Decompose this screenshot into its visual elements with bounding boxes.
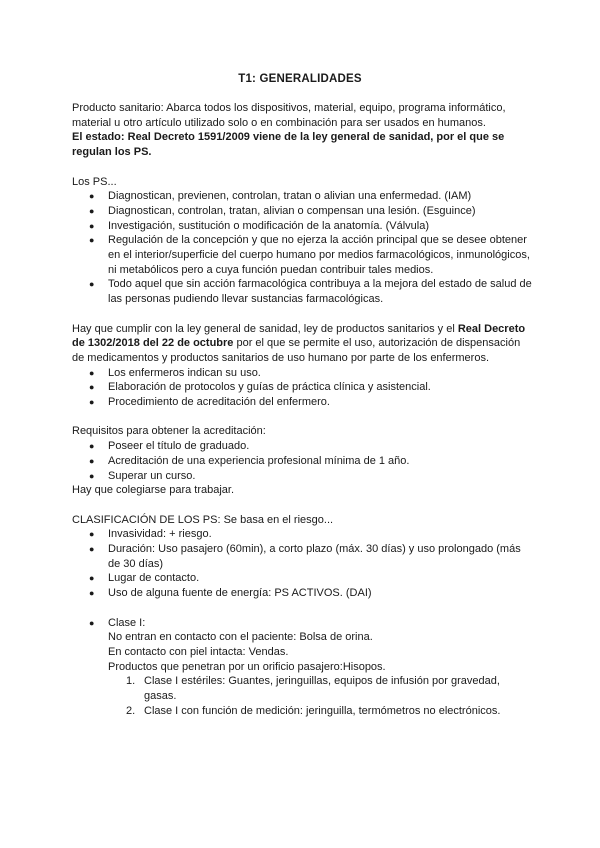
clase1-line: Productos que penetran por un orificio pasajero:Hisopos. [108,660,386,673]
clasificacion-heading: CLASIFICACIÓN DE LOS PS: Se basa en el riesgo... [72,513,334,526]
bullet-icon: ● [89,235,95,246]
bullet-icon: ● [89,588,95,599]
requisitos-heading: Requisitos para obtener la acreditación: [72,425,266,438]
list-item: ● Diagnostican, controlan, tratan, alivian o compensan una lesión. (Esguince) [89,204,476,217]
ps-heading: Los PS... [72,175,117,188]
bullet-icon: ● [89,382,95,393]
bullet-icon: ● [89,455,95,466]
list-item: 1. Clase I estériles: Guantes, jeringuillas, equipos de infusión por gravedad, gasas. [126,675,500,703]
bullet-icon: ● [89,191,95,202]
list-item: ● Clase I: [89,616,146,629]
list-item: ● Invasividad: + riesgo. [89,528,212,541]
bullet-icon: ● [89,441,95,452]
list-number: 1. [126,675,136,688]
bullet-icon: ● [89,397,95,408]
document-body [72,101,532,718]
law-list [72,366,532,410]
bullet-icon: ● [89,617,95,628]
list-item: ● Lugar de contacto. [89,572,200,585]
clase1-line: En contacto con piel intacta: Vendas. [108,645,289,658]
page-title: T1: GENERALIDADES [238,73,362,85]
bullet-icon: ● [89,573,95,584]
clasificacion-list [72,527,532,601]
list-item: ● Elaboración de protocolos y guías de práctica clínica y asistencial. [89,381,431,394]
ps-list [72,189,532,307]
list-item: ● Poseer el título de graduado. [89,440,250,453]
list-item: ● Los enfermeros indican su uso. [89,366,261,379]
requisitos-list [72,439,532,483]
bullet-icon: ● [89,544,95,555]
list-item: ● Procedimiento de acreditación del enfermero. [89,396,330,409]
bullet-icon: ● [89,529,95,540]
state-paragraph [72,130,532,159]
law-bold-text: Real Decreto de 1302/2018 del 22 de octubre [72,322,526,350]
list-item: ● Superar un curso. [89,469,196,482]
requisitos-footer: Hay que colegiarse para trabajar. [72,484,235,497]
bullet-icon: ● [89,220,95,231]
bullet-icon: ● [89,205,95,216]
law-paragraph: Hay que cumplir con la ley general de sanidad, ley de productos sanitarios y el Real Decreto de 1302/2018 del 22 de octubre por el que se permite el uso, autorización de dispensación de medicamentos y productos sanitarios de uso humano por parte de los enfermeros. [72,322,526,364]
list-item: ● Todo aquel que sin acción farmacológica contribuya a la mejora del estado de salud de las personas pudiendo llevar sustancias farmacológicas. [89,278,532,306]
list-item: ● Acreditación de una experiencia profesional mínima de 1 año. [89,454,410,467]
bullet-icon: ● [89,367,95,378]
list-item: ● Duración: Uso pasajero (60min), a corto plazo (máx. 30 días) y uso prolongado (más de 30 días) [89,543,521,570]
definition-paragraph: Producto sanitario: Abarca todos los dispositivos, material, equipo, programa informático, material u otro artículo utilizado solo o en combinación para ser usados en humanos. [72,102,506,129]
bullet-icon: ● [89,470,95,481]
list-item: ● Regulación de la concepción y que no ejerza la acción principal que se desee obtener en el interior/superficie del cuerpo humano por medios farmacológicos, inmunológicos, ni metabólicos pero a cuya función puedan contribuir tales medios. [89,234,530,276]
list-item: ● Diagnostican, previenen, controlan, tratan o alivian una enfermedad. (IAM) [89,190,472,203]
list-item: ● Uso de alguna fuente de energía: PS ACTIVOS. (DAI) [89,587,372,600]
list-number: 2. [126,704,136,717]
clase1-line: No entran en contacto con el paciente: Bolsa de orina. [108,631,373,644]
clase1-numbered-list [72,674,532,718]
bullet-icon: ● [89,279,95,290]
clase1-list [72,616,532,631]
state-bold-text: El estado: Real Decreto 1591/2009 viene de la ley general de sanidad, por el que se regulan los PS. [72,131,505,159]
list-item: ● Investigación, sustitución o modificación de la anatomía. (Válvula) [89,219,430,232]
list-item: 2. Clase I con función de medición: jeringuilla, termómetros no electrónicos. [126,704,501,717]
